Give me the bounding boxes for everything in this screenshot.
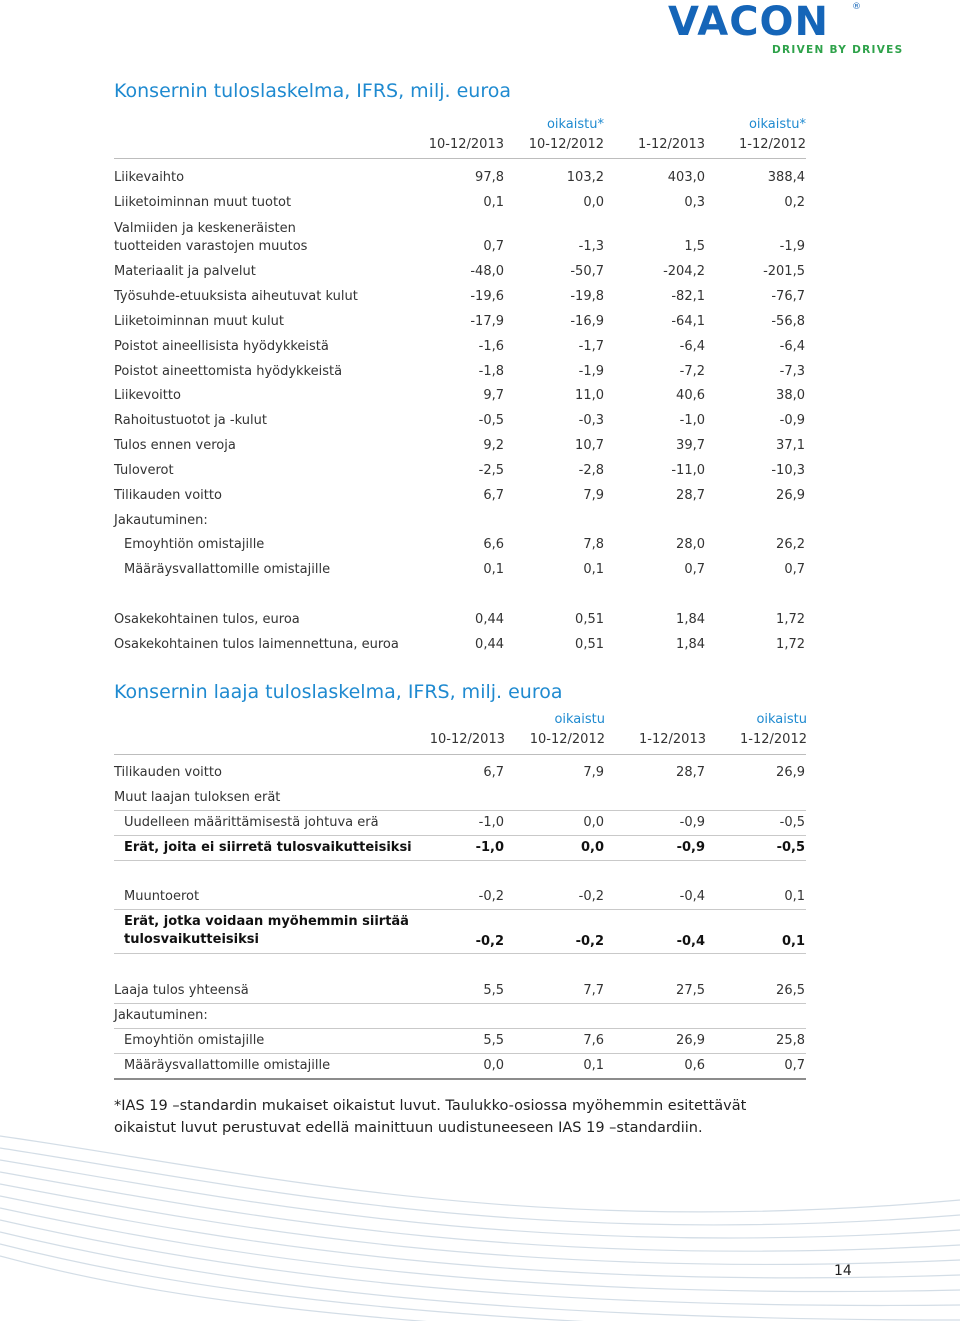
- s2-col2-header-top: oikaistu: [554, 712, 605, 727]
- value-10-12-2012: -2,8: [578, 463, 604, 478]
- table-row: [114, 484, 806, 508]
- table-row: [114, 533, 806, 557]
- value-10-12-2012: -1,7: [578, 339, 604, 354]
- table-row: [114, 885, 806, 910]
- logo-tagline: DRIVEN BY DRIVES: [772, 44, 904, 56]
- s1-col2-header: 10-12/2012: [528, 137, 604, 152]
- table-row: [114, 218, 806, 256]
- row-label: Tilikauden voitto: [114, 488, 222, 503]
- s1-header-rule: [114, 158, 806, 159]
- value-1-12-2013: 40,6: [676, 388, 705, 403]
- value-1-12-2013: -11,0: [671, 463, 705, 478]
- table-row: [114, 509, 806, 533]
- value-10-12-2013: -48,0: [470, 264, 504, 279]
- value-10-12-2012: 7,7: [583, 983, 604, 998]
- row-label: Työsuhde-etuuksista aiheutuvat kulut: [114, 289, 358, 304]
- value-10-12-2012: -0,2: [578, 889, 604, 904]
- row-label: Tuloverot: [114, 463, 174, 478]
- row-label: Uudelleen määrittämisestä johtuva erä: [124, 815, 379, 830]
- table-row: [114, 1029, 806, 1054]
- table-row: [114, 459, 806, 483]
- table-row: [114, 836, 806, 861]
- registered-mark: ®: [852, 2, 861, 12]
- value-10-12-2012: -16,9: [570, 314, 604, 329]
- row-label: Liiketoiminnan muut kulut: [114, 314, 284, 329]
- table-row: [114, 911, 806, 954]
- value-1-12-2012: -1,9: [779, 239, 805, 254]
- value-1-12-2013: -0,9: [676, 840, 705, 855]
- row-label-line1: Valmiiden ja keskeneräisten: [114, 221, 296, 236]
- value-10-12-2012: 7,6: [583, 1033, 604, 1048]
- value-1-12-2013: -7,2: [679, 364, 705, 379]
- value-10-12-2013: 5,5: [483, 983, 504, 998]
- row-label: Erät, joita ei siirretä tulosvaikutteisiksi: [124, 840, 412, 855]
- value-1-12-2012: -56,8: [771, 314, 805, 329]
- value-1-12-2012: 0,2: [784, 195, 805, 210]
- s1-col4-header-top: oikaistu*: [748, 117, 806, 132]
- row-label-line2: tuotteiden varastojen muutos: [114, 239, 308, 254]
- row-label: Osakekohtainen tulos laimennettuna, euroa: [114, 637, 399, 652]
- row-label: Muut laajan tuloksen erät: [114, 790, 281, 805]
- s2-col4-header: 1-12/2012: [740, 732, 807, 747]
- table-row: [114, 434, 806, 458]
- value-10-12-2013: 0,1: [483, 562, 504, 577]
- table-row: [114, 191, 806, 215]
- value-10-12-2012: -0,2: [575, 934, 604, 949]
- table-row: [114, 285, 806, 309]
- value-10-12-2013: 6,7: [483, 765, 504, 780]
- value-1-12-2013: -0,9: [679, 815, 705, 830]
- row-label: Jakautuminen:: [114, 1008, 208, 1023]
- value-10-12-2013: -0,5: [478, 413, 504, 428]
- value-10-12-2013: 0,0: [483, 1058, 504, 1073]
- value-10-12-2013: 97,8: [475, 170, 504, 185]
- page-number: 14: [834, 1263, 852, 1279]
- value-1-12-2012: -7,3: [779, 364, 805, 379]
- value-10-12-2012: -1,3: [578, 239, 604, 254]
- value-1-12-2012: 388,4: [767, 170, 805, 185]
- value-10-12-2013: 0,44: [475, 637, 504, 652]
- table-row: [114, 166, 806, 190]
- value-1-12-2012: 26,9: [776, 765, 805, 780]
- row-label: Liiketoiminnan muut tuotot: [114, 195, 292, 210]
- table-row: [114, 633, 806, 657]
- value-10-12-2013: -0,2: [478, 889, 504, 904]
- table-row: [114, 761, 806, 785]
- value-1-12-2013: 1,5: [684, 239, 705, 254]
- value-10-12-2012: -19,8: [570, 289, 604, 304]
- decorative-wave-lines: [0, 1130, 960, 1321]
- value-10-12-2012: -50,7: [570, 264, 604, 279]
- value-10-12-2013: 9,7: [483, 388, 504, 403]
- value-10-12-2013: 6,6: [483, 537, 504, 552]
- value-1-12-2013: 26,9: [676, 1033, 705, 1048]
- value-10-12-2013: -1,0: [478, 815, 504, 830]
- value-10-12-2012: 103,2: [566, 170, 604, 185]
- value-10-12-2013: -17,9: [470, 314, 504, 329]
- footnote-line2: oikaistut luvut perustuvat edellä mainittuun uudistuneeseen IAS 19 –standardiin.: [114, 1120, 703, 1136]
- s2-col1-header: 10-12/2013: [429, 732, 505, 747]
- value-10-12-2012: -1,9: [578, 364, 604, 379]
- row-label: Määräysvallattomille omistajille: [124, 562, 331, 577]
- value-1-12-2012: -0,9: [779, 413, 805, 428]
- value-1-12-2013: 28,0: [676, 537, 705, 552]
- value-10-12-2012: 0,0: [583, 815, 604, 830]
- value-1-12-2013: 28,7: [676, 765, 705, 780]
- value-1-12-2013: -1,0: [679, 413, 705, 428]
- value-1-12-2013: -82,1: [671, 289, 705, 304]
- value-1-12-2013: 1,84: [676, 637, 705, 652]
- value-10-12-2012: 0,1: [583, 562, 604, 577]
- table-row: [114, 384, 806, 408]
- row-label: Tilikauden voitto: [114, 765, 222, 780]
- value-1-12-2013: 28,7: [676, 488, 705, 503]
- row-label: Laaja tulos yhteensä: [114, 983, 249, 998]
- value-1-12-2012: -76,7: [771, 289, 805, 304]
- row-label: Rahoitustuotot ja -kulut: [114, 413, 267, 428]
- value-1-12-2013: -64,1: [671, 314, 705, 329]
- value-10-12-2013: 0,44: [475, 612, 504, 627]
- value-1-12-2012: -6,4: [779, 339, 805, 354]
- value-10-12-2012: 0,1: [583, 1058, 604, 1073]
- s1-col2-header-top: oikaistu*: [546, 117, 604, 132]
- value-10-12-2013: -1,8: [478, 364, 504, 379]
- table-row: [114, 335, 806, 359]
- value-10-12-2012: 7,8: [583, 537, 604, 552]
- value-10-12-2012: 7,9: [583, 765, 604, 780]
- value-10-12-2012: 11,0: [575, 388, 604, 403]
- s2-col4-header-top: oikaistu: [756, 712, 807, 727]
- value-1-12-2012: 0,1: [784, 889, 805, 904]
- value-10-12-2013: -1,0: [475, 840, 504, 855]
- value-1-12-2013: -204,2: [663, 264, 705, 279]
- table-row: [114, 360, 806, 384]
- s2-col3-header: 1-12/2013: [639, 732, 706, 747]
- value-1-12-2012: 26,5: [776, 983, 805, 998]
- value-10-12-2012: 0,0: [583, 195, 604, 210]
- row-label: [124, 913, 409, 949]
- table-row: [114, 1054, 806, 1080]
- s1-col1-header: 10-12/2013: [428, 137, 504, 152]
- row-label: Määräysvallattomille omistajille: [124, 1058, 331, 1073]
- value-10-12-2013: -1,6: [478, 339, 504, 354]
- row-label-line2: tulosvaikutteisiksi: [124, 932, 259, 947]
- value-1-12-2013: -0,4: [676, 934, 705, 949]
- row-label: Emoyhtiön omistajille: [124, 537, 265, 552]
- footnote-line1: *IAS 19 –standardin mukaiset oikaistut luvut. Taulukko-osiossa myöhemmin esitettävät: [114, 1098, 747, 1114]
- value-1-12-2012: -0,5: [776, 840, 805, 855]
- value-1-12-2012: 1,72: [776, 612, 805, 627]
- table-row: [114, 979, 806, 1004]
- row-label: Poistot aineettomista hyödykkeistä: [114, 364, 343, 379]
- value-10-12-2013: 5,5: [483, 1033, 504, 1048]
- value-1-12-2013: 27,5: [676, 983, 705, 998]
- table-row: [114, 310, 806, 334]
- value-1-12-2013: 1,84: [676, 612, 705, 627]
- value-1-12-2012: 25,8: [776, 1033, 805, 1048]
- table-row: [114, 608, 806, 632]
- s2-col2-header: 10-12/2012: [529, 732, 605, 747]
- row-label: Poistot aineellisista hyödykkeistä: [114, 339, 329, 354]
- row-label: Liikevaihto: [114, 170, 185, 185]
- value-10-12-2013: 6,7: [483, 488, 504, 503]
- value-1-12-2013: 403,0: [667, 170, 705, 185]
- value-1-12-2013: 0,7: [684, 562, 705, 577]
- value-1-12-2012: -0,5: [779, 815, 805, 830]
- value-1-12-2012: 0,7: [784, 1058, 805, 1073]
- row-label: Jakautuminen:: [114, 513, 208, 528]
- value-1-12-2013: 0,6: [684, 1058, 705, 1073]
- row-label: Muuntoerot: [124, 889, 200, 904]
- value-1-12-2012: 37,1: [776, 438, 805, 453]
- s1-col3-header: 1-12/2013: [638, 137, 705, 152]
- value-10-12-2012: 0,51: [575, 612, 604, 627]
- value-10-12-2013: 0,1: [483, 195, 504, 210]
- value-10-12-2013: -0,2: [475, 934, 504, 949]
- row-label-line1: Erät, jotka voidaan myöhemmin siirtää: [124, 914, 409, 929]
- comprehensive-income-title: Konsernin laaja tuloslaskelma, IFRS, milj. euroa: [114, 681, 563, 703]
- value-1-12-2012: 0,1: [781, 934, 805, 949]
- table-row: [114, 786, 806, 811]
- value-10-12-2013: 9,2: [483, 438, 504, 453]
- table-row: [114, 1004, 806, 1029]
- row-label: Emoyhtiön omistajille: [124, 1033, 265, 1048]
- value-10-12-2012: -0,3: [578, 413, 604, 428]
- s1-col4-header: 1-12/2012: [739, 137, 806, 152]
- value-1-12-2012: 0,7: [784, 562, 805, 577]
- value-10-12-2012: 10,7: [575, 438, 604, 453]
- logo-wordmark: VACON: [668, 0, 830, 45]
- row-label: Liikevoitto: [114, 388, 181, 403]
- row-label: Tulos ennen veroja: [114, 438, 236, 453]
- table-row: [114, 409, 806, 433]
- value-1-12-2012: -10,3: [771, 463, 805, 478]
- value-1-12-2013: -0,4: [679, 889, 705, 904]
- table-row: [114, 260, 806, 284]
- row-label: [114, 220, 307, 256]
- value-10-12-2012: 7,9: [583, 488, 604, 503]
- income-statement-title: Konsernin tuloslaskelma, IFRS, milj. euroa: [114, 80, 511, 102]
- value-1-12-2013: 39,7: [676, 438, 705, 453]
- value-10-12-2013: -19,6: [470, 289, 504, 304]
- value-1-12-2012: 1,72: [776, 637, 805, 652]
- value-10-12-2013: 0,7: [483, 239, 504, 254]
- vacon-logo: [668, 2, 908, 62]
- table-row: [114, 811, 806, 836]
- value-1-12-2012: -201,5: [763, 264, 805, 279]
- s2-header-rule: [114, 754, 806, 755]
- value-1-12-2012: 26,2: [776, 537, 805, 552]
- row-label: Osakekohtainen tulos, euroa: [114, 612, 300, 627]
- value-1-12-2013: 0,3: [684, 195, 705, 210]
- value-10-12-2012: 0,0: [580, 840, 604, 855]
- value-1-12-2012: 26,9: [776, 488, 805, 503]
- table-row: [114, 558, 806, 582]
- value-1-12-2012: 38,0: [776, 388, 805, 403]
- row-label: Materiaalit ja palvelut: [114, 264, 256, 279]
- value-10-12-2012: 0,51: [575, 637, 604, 652]
- value-1-12-2013: -6,4: [679, 339, 705, 354]
- value-10-12-2013: -2,5: [478, 463, 504, 478]
